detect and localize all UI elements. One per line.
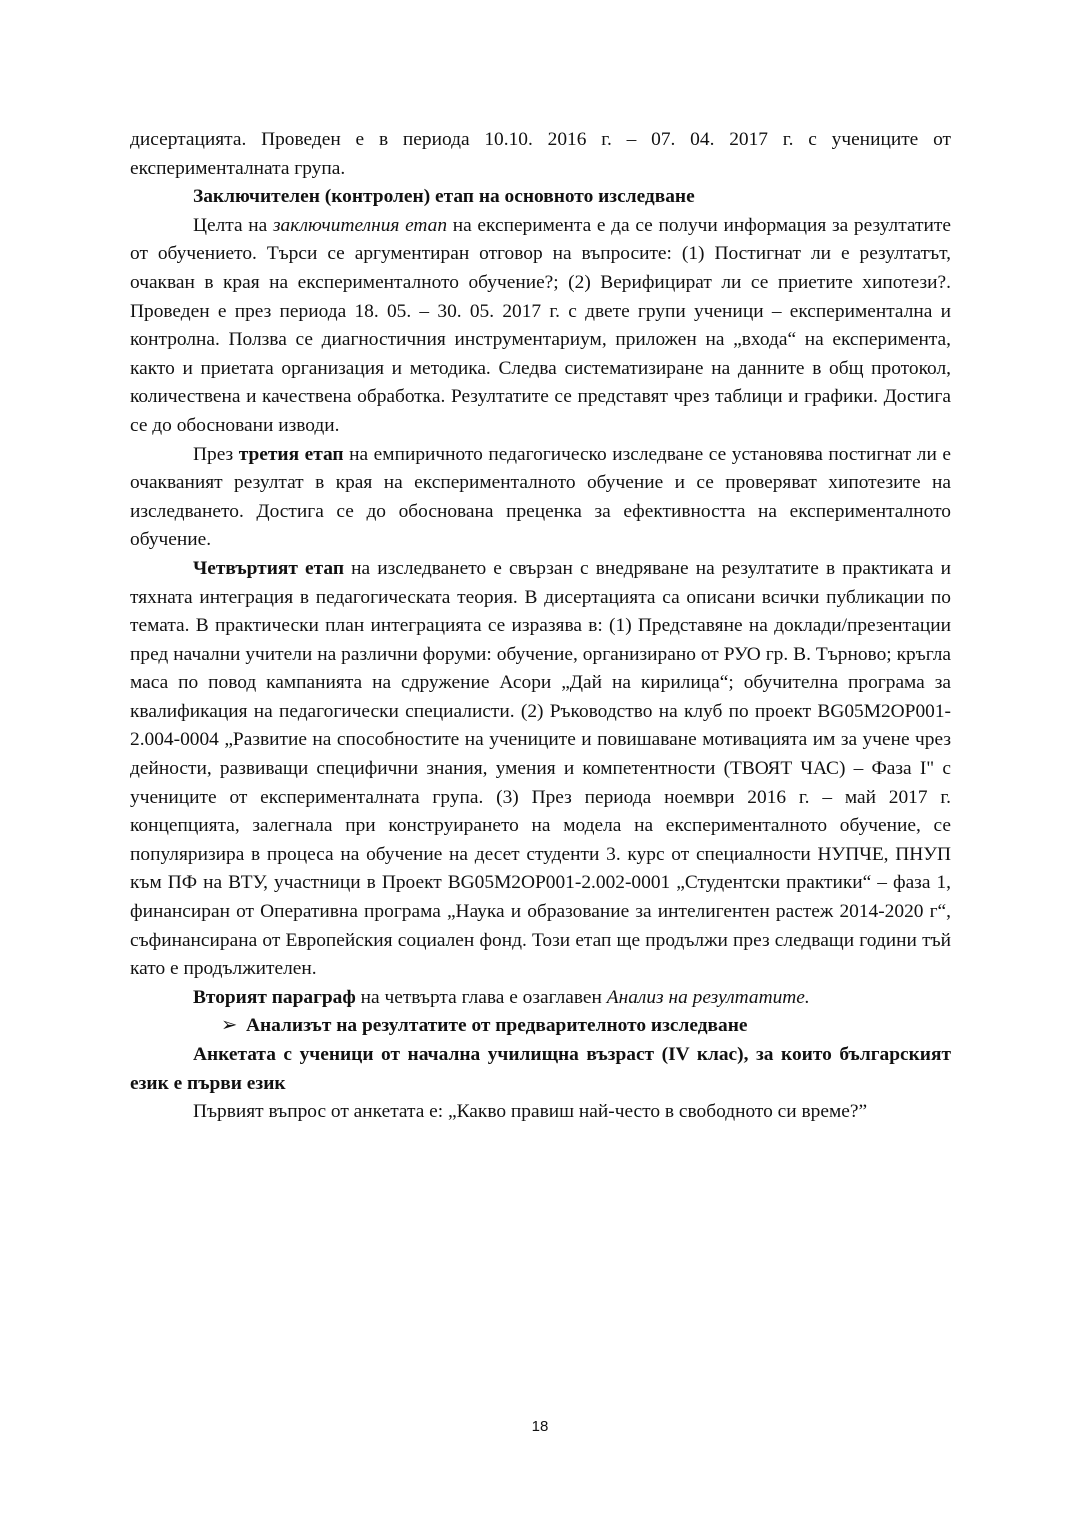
document-page — [130, 126, 951, 1127]
paragraph-text: на експеримента е да се получи информация за резултатите от обучението. Търси се аргументиран отговор на въпросите: (1) Постигнат ли е резултатът, очакван в края на експерименталното обучение?; (2) Верифицират ли се приетите хипотези?. Проведен е през периода 18. 05. – 30. 05. 2017 г. с двете групи ученици – експериментална и контролна. Ползва се диагностичния инструментариум, приложен на „входа“ на експеримента, както и приетата организация и методика. Следва систематизиране на данните в общ протокол, количествена и качествена обработка. Резултатите се представят чрез таблици и графики. Достига се до обосновани изводи. — [130, 214, 951, 436]
paragraph-text: на изследването е свързан с внедряване на резултатите в практиката и тяхната интеграция в педагогическата теория. В дисертацията са описани всички публикации по темата. В практически план интеграцията се изразява в: (1) Представяне на доклади/презентации пред начални учители на различни форуми: обучение, организирано от РУО гр. В. Търново; кръгла маса по повод кампанията на сдружение Асори „Дай на кирилица“; обучителна програма за квалификация на педагогически специалисти. (2) Ръководство на клуб по проект BG05M2OP001-2.004-0004 „Развитие на способностите на учениците и повишаване мотивацията им за учене чрез дейности, развиващи специфични знания, умения и компетентности (ТВОЯТ ЧАС) – Фаза I" с учениците от експерименталната група. (3) През периода ноември 2016 г. – май 2017 г. концепцията, залегнала при конструирането на модела на експерименталното обучение, се популяризира в процеса на обучение на десет студенти 3. курс от специалности НУПЧЕ, ПНУП към ПФ на ВТУ, участници в Проект BG05M2OP001-2.002-0001 „Студентски практики“ – фаза 1, финансиран от Оперативна програма „Наука и образование за интелигентен растеж 2014-2020 г“, съфинансирана от Европейския социален фонд. Този етап ще продължи през следващи години тъй като е продължителен. — [130, 557, 951, 980]
paragraph-third-stage — [130, 441, 951, 555]
bold-term: Вторият параграф — [193, 986, 356, 1008]
survey-heading: Анкетата с ученици от начална училищна възраст (IV клас), за които българският език е първи език — [130, 1044, 951, 1094]
paragraph-text: Целта на — [193, 214, 273, 236]
paragraph-first-question: Първият въпрос от анкетата е: „Какво правиш най-често в свободното си време?” — [193, 1101, 868, 1123]
bold-term: третия етап — [238, 443, 344, 465]
paragraph-second-section — [130, 984, 951, 1013]
paragraph-text: на четвърта глава е озаглавен — [355, 986, 607, 1008]
section-heading-final-stage: Заключителен (контролен) етап на основното изследване — [193, 186, 695, 208]
page-number: 18 — [531, 1418, 549, 1435]
italic-term: заключителния етап — [272, 214, 448, 236]
italic-term: Анализ на резултатите. — [606, 986, 810, 1008]
bullet-heading-text: Анализът на резултатите от предварителното изследване — [246, 1015, 748, 1037]
arrow-bullet-icon: ➢ — [221, 1015, 238, 1037]
paragraph-text: на емпиричното педагогическо изследване се установява постигнат ли е очакваният резултат в края на експерименталното обучение и се проверяват хипотезите на изследването. Достига се до обоснована преценка за ефективността на експерименталното обучение. — [130, 443, 951, 551]
bullet-heading — [130, 1012, 951, 1041]
paragraph-text: През — [193, 443, 239, 465]
paragraph-continuation: дисертацията. Проведен е в периода 10.10. 2016 г. – 07. 04. 2017 г. с учениците от експерименталната група. — [130, 129, 951, 179]
paragraph-fourth-stage — [130, 555, 951, 984]
paragraph-final-stage — [130, 212, 951, 441]
bold-term: Четвъртият етап — [193, 557, 344, 579]
